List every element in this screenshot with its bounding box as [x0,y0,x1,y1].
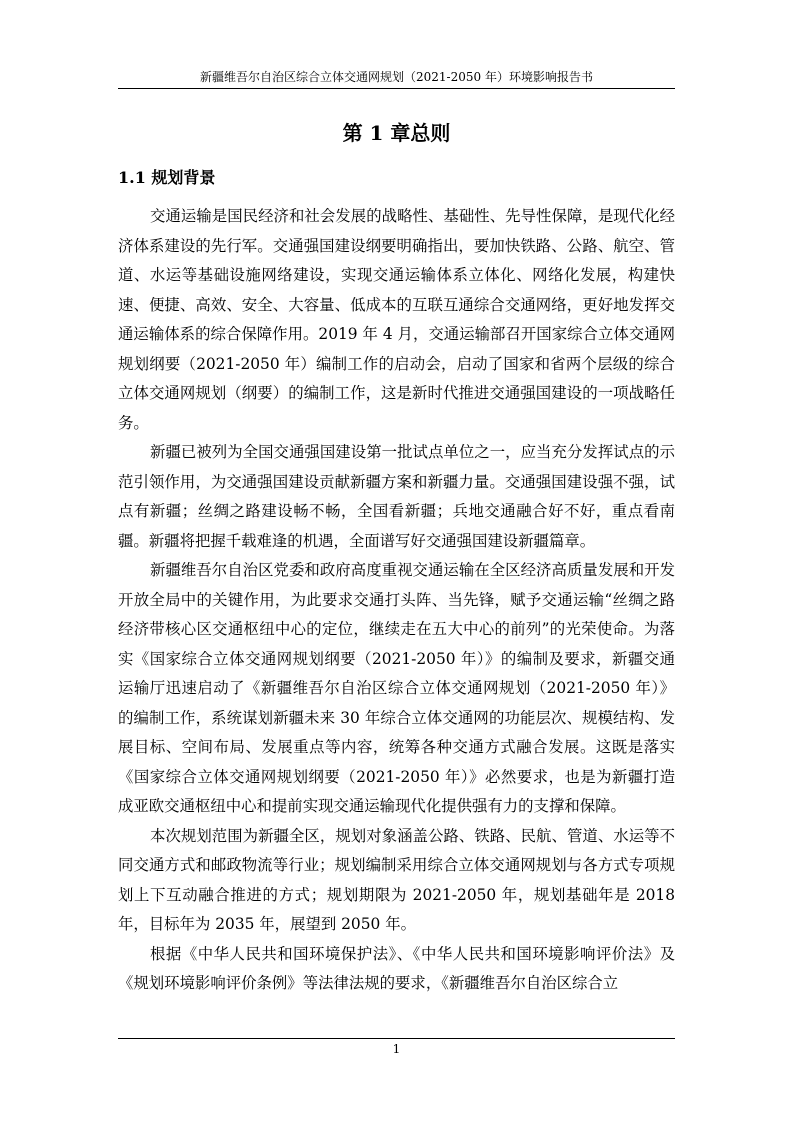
header-divider [118,88,675,89]
footer-divider [118,1038,675,1039]
paragraph: 新疆已被列为全国交通强国建设第一批试点单位之一，应当充分发挥试点的示范引领作用，为交通强国建设贡献新疆方案和新疆力量。交通强国建设强不强，试点有新疆；丝绸之路建设畅不畅，全国看新疆；兵地交通融合好不好，重点看南疆。新疆将把握千载难逢的机遇，全面谱写好交通强国建设新疆篇章。 [118,443,675,550]
running-header: 新疆维吾尔自治区综合立体交通网规划（2021-2050 年）环境影响报告书 [200,70,593,84]
paragraph: 本次规划范围为新疆全区，规划对象涵盖公路、铁路、民航、管道、水运等不同交通方式和邮政物流等行业；规划编制采用综合立体交通网规划与各方式专项规划上下互动融合推进的方式；规划期限为 2021-2050 年，规划基础年是 2018 年，目标年为 2035 年，展望到 2050 年。 [118,826,675,933]
paragraph: 根据《中华人民共和国环境保护法》、《中华人民共和国环境影响评价法》及《规划环境影响评价条例》等法律法规的要求，《新疆维吾尔自治区综合立 [118,944,675,992]
body-text [118,202,675,999]
section-heading: 1.1 规划背景 [118,168,216,187]
chapter-title: 第 1 章总则 [342,121,451,145]
paragraph: 交通运输是国民经济和社会发展的战略性、基础性、先导性保障，是现代化经济体系建设的先行军。交通强国建设纲要明确指出，要加快铁路、公路、航空、管道、水运等基础设施网络建设，实现交通运输体系立体化、网络化发展，构建快速、便捷、高效、安全、大容量、低成本的互联互通综合交通网络，更好地发挥交通运输体系的综合保障作用。2019 年 4 月，交通运输部召开国家综合立体交通网规划纲要（2021-2050 年）编制工作的启动会，启动了国家和省两个层级的综合立体交通网规划（纲要）的编制工作，这是新时代推进交通强国建设的一项战略任务。 [118,207,675,432]
page-number: 1 [392,1042,401,1056]
paragraph: 新疆维吾尔自治区党委和政府高度重视交通运输在全区经济高质量发展和开发开放全局中的关键作用，为此要求交通打头阵、当先锋，赋予交通运输“丝绸之路经济带核心区交通枢纽中心的定位，继续走在五大中心的前列”的光荣使命。为落实《国家综合立体交通网规划纲要（2021-2050 年）》的编制及要求，新疆交通运输厅迅速启动了《新疆维吾尔自治区综合立体交通网规划（2021-2050 年）》的编制工作，系统谋划新疆未来 30 年综合立体交通网的功能层次、规模结构、发展目标、空间布局、发展重点等内容，统筹各种交通方式融合发展。这既是落实《国家综合立体交通网规划纲要（2021-2050 年）》必然要求，也是为新疆打造成亚欧交通枢纽中心和提前实现交通运输现代化提供强有力的支撑和保障。 [118,561,675,815]
